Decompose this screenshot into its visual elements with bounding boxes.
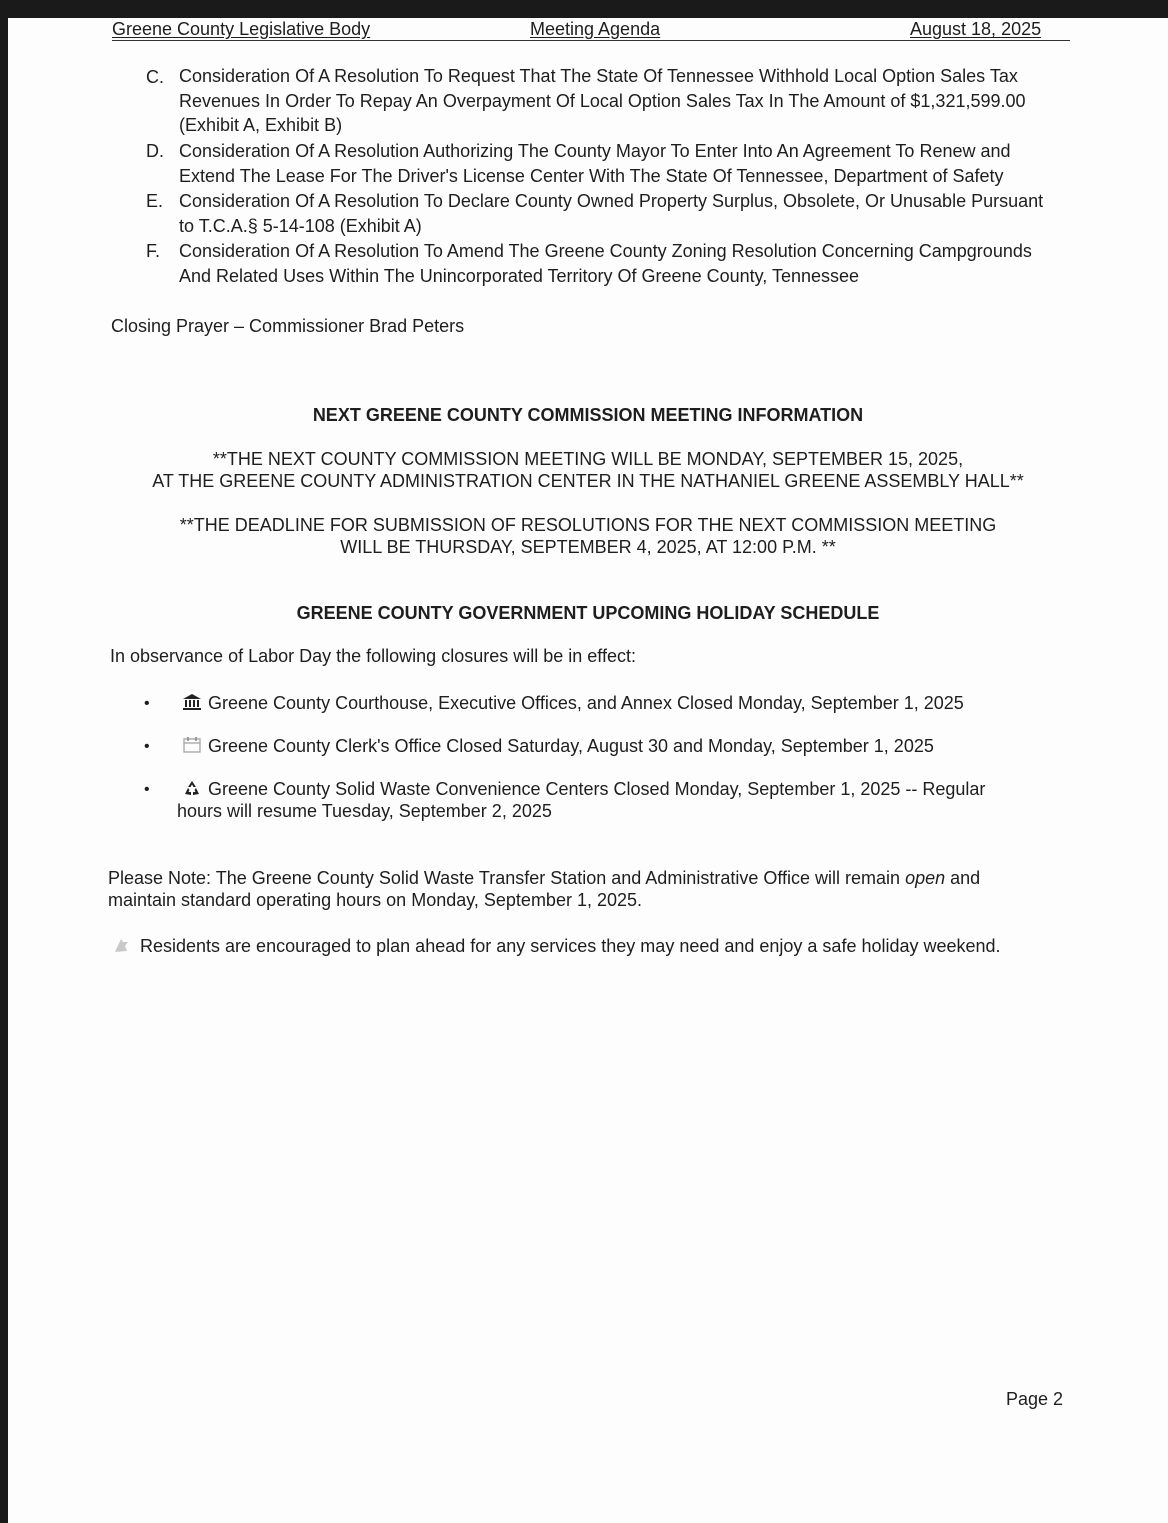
closure-text: Greene County Clerk's Office Closed Saturday, August 30 and Monday, September 1, 2025 [208, 736, 934, 756]
please-note-continuation: maintain standard operating hours on Monday, September 1, 2025. [108, 890, 643, 910]
please-note [108, 866, 980, 890]
courthouse-icon [182, 693, 202, 711]
next-meeting-title: NEXT GREENE COUNTY COMMISSION MEETING INFORMATION [312, 405, 864, 425]
closure-item [182, 735, 934, 757]
closure-text-continuation: hours will resume Tuesday, September 2, 2025 [177, 801, 552, 821]
bullet: • [144, 695, 150, 712]
agenda-item-letter: D. [146, 141, 164, 161]
note-text: Please Note: The Greene County Solid Waste Transfer Station and Administrative Office will remain [108, 868, 901, 888]
calendar-icon [182, 736, 202, 754]
header-date: August 18, 2025 [910, 19, 1042, 39]
holiday-title: GREENE COUNTY GOVERNMENT UPCOMING HOLIDAY SCHEDULE [296, 603, 880, 623]
next-meeting-line: **THE NEXT COUNTY COMMISSION MEETING WILL BE MONDAY, SEPTEMBER 15, 2025, [212, 449, 964, 469]
residents-text: Residents are encouraged to plan ahead for any services they may need and enjoy a safe holiday weekend. [140, 936, 1001, 956]
closure-item [182, 692, 964, 714]
page-header [112, 18, 1070, 41]
agenda-item-letter: F. [146, 241, 161, 261]
deadline-date: WILL BE THURSDAY, SEPTEMBER 4, 2025, AT 12:00 P.M. ** [340, 537, 836, 557]
note-emphasis: open [905, 868, 946, 888]
holiday-intro: In observance of Labor Day the following closures will be in effect: [110, 646, 636, 666]
pointing-icon [112, 936, 132, 954]
note-text: and [950, 868, 981, 888]
bullet: • [144, 738, 150, 755]
recycle-icon [182, 779, 202, 797]
deadline-line: **THE DEADLINE FOR SUBMISSION OF RESOLUTIONS FOR THE NEXT COMMISSION MEETING [179, 515, 997, 535]
header-body-name: Greene County Legislative Body [112, 19, 371, 39]
agenda-item-text: Consideration Of A Resolution To Request That The State Of Tennessee Withhold Local Option Sales Tax Revenues In Order To Repay An Overpayment Of Local Option Sales Tax In The Amount of $1,321,599.00 (Exhibit A, Exhibit B) [179, 66, 1026, 135]
agenda-item-text: Consideration Of A Resolution To Declare County Owned Property Surplus, Obsolete, Or Unusable Pursuant to T.C.A.§ 5-14-108 (Exhibit A) [179, 191, 1044, 236]
agenda-item-text: Consideration Of A Resolution Authorizing The County Mayor To Enter Into An Agreement To Renew and Extend The Lease For The Driver's License Center With The State Of Tennessee, Department of Safety [179, 141, 1011, 186]
closure-text: Greene County Courthouse, Executive Offices, and Annex Closed Monday, September 1, 2025 [208, 693, 964, 713]
residents-note [112, 934, 1001, 958]
closure-text: Greene County Solid Waste Convenience Centers Closed Monday, September 1, 2025 -- Regular [208, 779, 986, 799]
closing-prayer: Closing Prayer – Commissioner Brad Peters [111, 316, 465, 336]
agenda-item-letter: C. [146, 67, 164, 87]
closure-item [182, 778, 985, 800]
document-page [8, 18, 1168, 1523]
next-meeting-location: AT THE GREENE COUNTY ADMINISTRATION CENTER IN THE NATHANIEL GREENE ASSEMBLY HALL** [152, 471, 1024, 491]
bullet: • [144, 781, 150, 798]
agenda-item-text: Consideration Of A Resolution To Amend The Greene County Zoning Resolution Concerning Campgrounds And Related Uses Within The Unincorporated Territory Of Greene County, Tennessee [179, 241, 1032, 286]
agenda-item-letter: E. [146, 191, 164, 211]
page-number: Page 2 [1006, 1389, 1064, 1409]
header-document-type: Meeting Agenda [530, 19, 661, 39]
